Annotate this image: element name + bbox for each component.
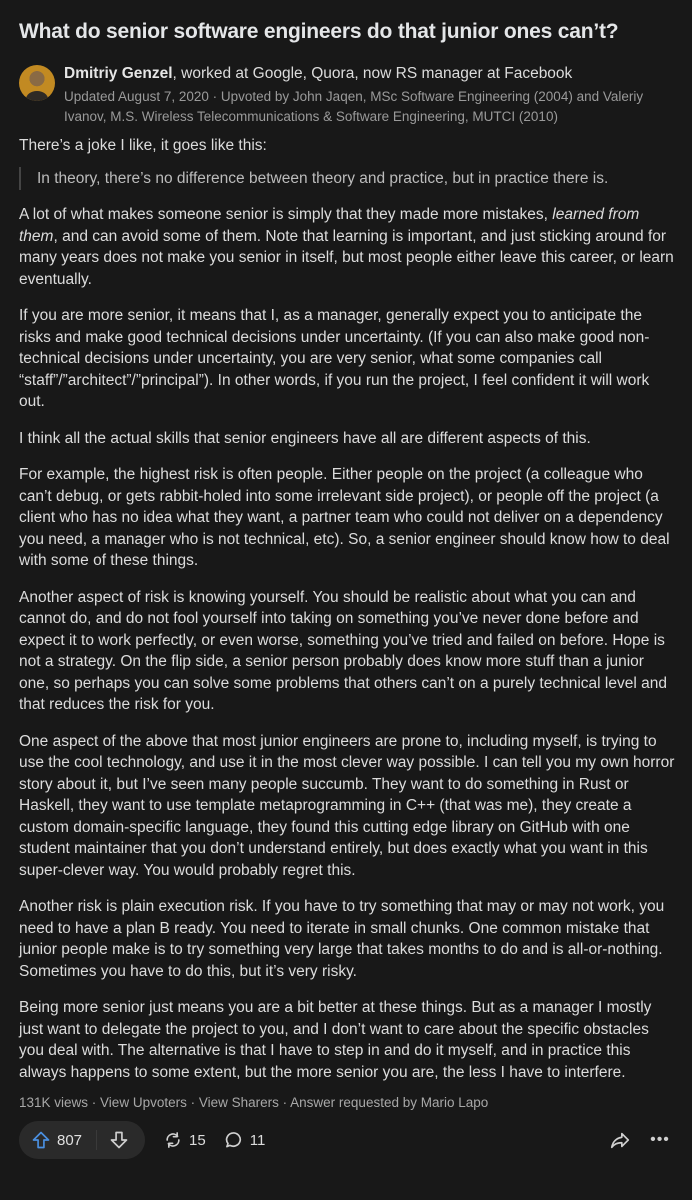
author-name[interactable]: Dmitriy Genzel [64, 65, 173, 82]
stats-separator: · [186, 1095, 199, 1110]
updated-line: Updated August 7, 2020 · Upvoted by John Jaqen, MSc Software Engineering (2004) and Valeriy Ivanov, M.S. Wireless Telecommunications & Software Engineering, MUTCI (2010) [64, 89, 644, 124]
share-arrow-icon [609, 1129, 631, 1151]
author-meta [64, 63, 654, 127]
question-title[interactable]: What do senior software engineers do that junior ones can’t? [19, 20, 619, 43]
author-line [64, 63, 654, 85]
vote-divider [96, 1130, 97, 1150]
answer-paragraph-2: If you are more senior, it means that I, as a manager, generally expect you to anticipate the risks and make good technical decisions under uncertainty. (If you can also make good non-technical decisions under uncertainty, you are very senior, what some companies call “staff”/”architect”/”principal”). In other words, if you run the project, I feel confident it will work out. [19, 307, 650, 410]
upvote-arrow-icon [31, 1130, 51, 1150]
answer-body [19, 135, 676, 1083]
view-count: 131K views [19, 1095, 89, 1110]
comment-count: 11 [249, 1131, 266, 1149]
stats-separator: · [278, 1095, 291, 1110]
vote-pill [19, 1121, 145, 1159]
answer-paragraph-6: One aspect of the above that most junior engineers are prone to, including myself, is trying to use the cool technology, and use it in the most clever way possible. I can tell you my own horror story about it, but I’ve seen many people succumb. They want to do something in Rust or Haskell, they want to use template metaprogramming in C++ (that was me), they create a custom domain-specific language, they found this cutting edge library on GitHub with one student maintainer that you don’t understand entirely, but does exactly what you want in this super-clever way. You would probably regret this. [19, 732, 675, 879]
p1-end: , and can avoid some of them. Note that learning is important, and just sticking around for many years does not make you senior in itself, but most people either leave this career, or learn eventually. [19, 227, 674, 288]
answer-paragraph-8: Being more senior just means you are a bit better at these things. But as a manager I mostly just want to delegate the project to you, and I don’t want to care about the specific obstacles you deal with. The alternative is that I have to step in and do it myself, and in practice this always happens to some extent, but the more senior you are, the less I have to interfere. [19, 999, 652, 1081]
comment-button[interactable] [224, 1130, 266, 1150]
author-block [19, 63, 676, 127]
p1-start: A lot of what makes someone senior is simply that they made more mistakes, [19, 206, 553, 223]
answer-paragraph-4: For example, the highest risk is often people. Either people on the project (a colleague who can’t debug, or gets rabbit-holed into some irrelevant side project), or people off the project (a client who has no idea what they want, a partner team who could not deliver on a dependency you need, a manager who is not technical, etc). So, a senior engineer should know how to deal with some of these things. [19, 466, 670, 569]
answer-paragraph-1 [19, 204, 676, 290]
upvote-button[interactable] [31, 1130, 96, 1150]
answer-intro: There’s a joke I like, it goes like this: [19, 137, 267, 154]
share-count: 15 [189, 1131, 206, 1149]
share-button[interactable] [163, 1130, 206, 1150]
view-sharers-link[interactable]: View Sharers [198, 1095, 279, 1110]
action-bar [19, 1120, 676, 1160]
upvote-count: 807 [57, 1131, 83, 1149]
downvote-button[interactable] [109, 1130, 129, 1150]
answer-paragraph-3: I think all the actual skills that senior engineers have all are different aspects of this. [19, 429, 591, 447]
answer-paragraph-7: Another risk is plain execution risk. If you have to try something that may or may not work, you need to have a plan B ready. You need to iterate in small chunks. One common mistake that junior people make is to try something very large that takes months to do and is all-or-nothing. Sometimes you have to do this, but it’s very risky. [19, 898, 665, 980]
answer-quote: In theory, there’s no difference between theory and practice, but in practice there is. [19, 167, 676, 191]
answer-stats [19, 1095, 676, 1110]
downvote-arrow-icon [109, 1130, 129, 1150]
stats-separator: · [88, 1095, 101, 1110]
p1-emphasis: learned from them [19, 206, 640, 245]
reshare-icon [163, 1130, 183, 1150]
view-upvoters-link[interactable]: View Upvoters [100, 1095, 187, 1110]
author-credential: , worked at Google, Quora, now RS manager at Facebook [172, 65, 573, 82]
answer-requested-by: Answer requested by Mario Lapo [290, 1095, 489, 1110]
comment-bubble-icon [224, 1130, 244, 1150]
share-external-button[interactable] [604, 1124, 636, 1156]
more-options-button[interactable]: ••• [650, 1131, 670, 1148]
avatar[interactable] [19, 65, 55, 101]
answer-paragraph-5: Another aspect of risk is knowing yourself. You should be realistic about what you can and cannot do, and do not fool yourself into taking on something you’ve never done before and expect it to work perfectly, or even worse, something you’ve tried and failed on before. Hope is not a strategy. On the flip side, a senior person probably does know more stuff than a junior one, so perhaps you can solve some problems that others can’t on a purely technical level and that reduces the risk for you. [19, 588, 667, 713]
